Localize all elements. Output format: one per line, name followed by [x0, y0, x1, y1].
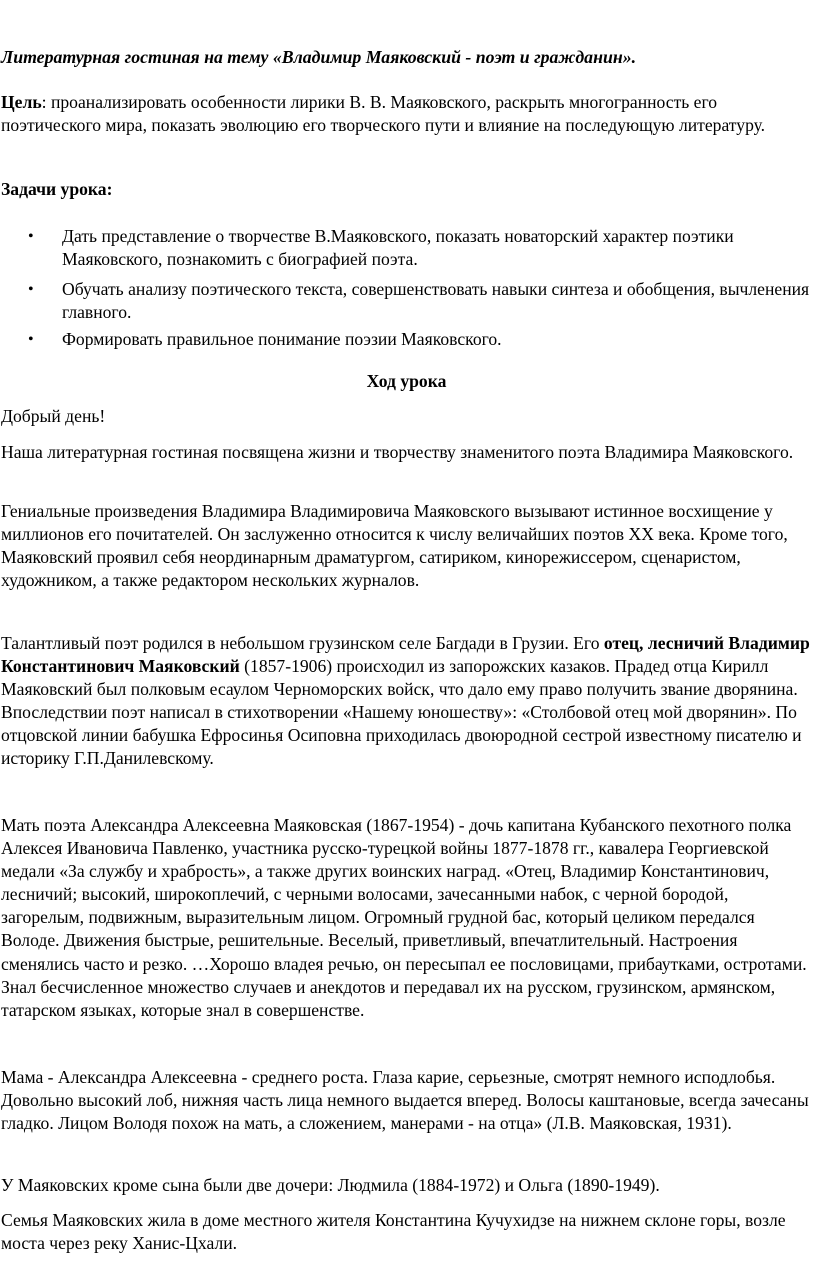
greeting-paragraph: Добрый день! [1, 406, 106, 426]
goal-text: : проанализировать особенности лирики В. В. Маяковского, раскрыть многогранность его поэтического мира, показать эволюцию его творческого пути и влияние на последующую литературу. [1, 92, 766, 136]
task-text: Дать представление о творчестве В.Маяковского, показать новаторский характер поэтики Маяковского, познакомить с биографией поэта. [62, 226, 734, 270]
task-text: Обучать анализу поэтического текста, совершенствовать навыки синтеза и обобщения, вычленения главного. [62, 279, 810, 323]
goal-label: Цель [1, 92, 42, 112]
father-text-end: (1857-1906) происходил из запорожских казаков. Прадед отца Кирилл Маяковский был полковым есаулом Черноморских войск, что дало ему право получить звание дворянина. Впоследствии поэт написал в стихотворении «Нашему юношеству»: «Столбовой отец мой дворянин». По отцовской линии бабушка Ефросинья Осиповна приходилась двоюродной сестрой известному писателю и историку Г.П.Данилевскому. [1, 656, 802, 769]
father-text-start: Талантливый поэт родился в небольшом грузинском селе Багдади в Грузии. Его [1, 633, 604, 653]
tasks-list [0, 225, 812, 358]
works-paragraph: Гениальные произведения Владимира Владимировича Маяковского вызывают истинное восхищение у миллионов его почитателей. Он заслуженно относится к числу величайших поэтов XX века. Кроме того, Маяковский проявил себя неординарным драматургом, сатириком, кинорежиссером, сценаристом, художником, а также редактором нескольких журналов. [1, 501, 788, 591]
task-item [0, 278, 812, 324]
bullet-icon: • [28, 281, 34, 299]
task-item [0, 225, 812, 271]
intro-paragraph: Наша литературная гостиная посвящена жизни и творчеству знаменитого поэта Владимира Маяковского. [1, 442, 794, 462]
task-text: Формировать правильное понимание поэзии Маяковского. [62, 329, 502, 350]
sisters-paragraph: У Маяковских кроме сына были две дочери: Людмила (1884-1972) и Ольга (1890-1949). [1, 1175, 660, 1195]
mother-paragraph: Мать поэта Александра Алексеевна Маяковская (1867-1954) - дочь капитана Кубанского пехотного полка Алексея Ивановича Павленко, участника русско-турецкой войны 1877-1878 гг., кавалера Георгиевской медали «За службу и храбрость», а также других воинских наград. «Отец, Владимир Константинович, лесничий; высокий, широкоплечий, с черными волосами, зачесанными набок, с черной бородой, загорелым, подвижным, выразительным лицом. Огромный грудной бас, который целиком передался Володе. Движения быстрые, решительные. Веселый, приветливый, впечатлительный. Настроения сменялись часто и резко. …Хорошо владея речью, он пересыпал ее пословицами, прибаутками, остротами. Знал бесчисленное множество случаев и анекдотов и передавал их на русском, грузинском, армянском, татарском языках, которые знал в совершенстве. [1, 815, 807, 1020]
bullet-icon: • [28, 228, 34, 245]
bullet-icon: • [28, 331, 34, 349]
document-title: Литературная гостиная на тему «Владимир Маяковский - поэт и гражданин». [1, 47, 637, 67]
father-name-bold: отец, лесничий Владимир Константинович Маяковский [1, 633, 810, 677]
tasks-heading: Задачи урока: [1, 179, 113, 199]
mother-description-paragraph: Мама - Александра Алексеевна - среднего роста. Глаза карие, серьезные, смотрят немного исподлобья. Довольно высокий лоб, нижняя часть лица немного выдается вперед. Волосы каштановые, всегда зачесаны гладко. Лицом Володя похож на мать, а сложением, манерами - на отца» (Л.В. Маяковская, 1931). [1, 1067, 809, 1134]
task-item [0, 328, 812, 351]
goal-paragraph [1, 91, 812, 137]
lesson-heading: Ход урока [366, 371, 447, 391]
family-home-paragraph: Семья Маяковских жила в доме местного жителя Константина Кучухидзе на нижнем склоне горы, возле моста через реку Ханис-Цхали. [1, 1210, 786, 1254]
father-paragraph [1, 632, 812, 771]
